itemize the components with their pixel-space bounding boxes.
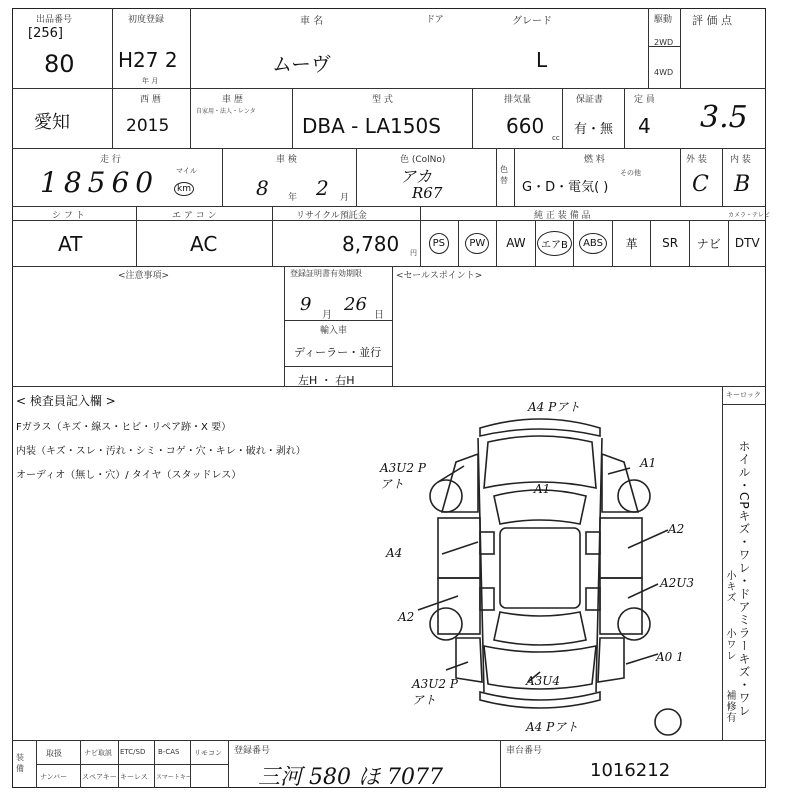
col-divider (284, 266, 285, 386)
notes-label: <注意事項> (118, 271, 170, 281)
drive-label: 駆動 (654, 15, 673, 25)
col-divider (472, 88, 473, 148)
score: 3.5 (700, 100, 748, 135)
exterior-label: 外 装 (686, 155, 707, 165)
spare-wheel (655, 709, 681, 735)
warranty-label: 保証書 (576, 95, 604, 105)
col-divider (222, 148, 223, 206)
col-divider (680, 8, 681, 88)
mileage: 18560 (40, 166, 160, 199)
grade-label: グレード (512, 16, 552, 27)
diag-rear-bottom: A4 Pアト (526, 720, 579, 734)
row-divider-6 (12, 740, 766, 741)
capacity: 4 (638, 114, 651, 138)
footer-c1a: 取扱 (46, 749, 62, 758)
diag-a2-right: A2 (668, 522, 685, 536)
equipment-item (420, 220, 459, 266)
col-divider (392, 266, 393, 386)
first-reg-value: H27 2 (118, 48, 178, 72)
equipment-label-2: AW (506, 236, 526, 250)
rear-bumper (480, 692, 600, 708)
color-code: R67 (412, 184, 443, 202)
expiry-day: 26 (344, 294, 367, 315)
capacity-label: 定 員 (634, 95, 655, 105)
fuel-other: その他 (620, 169, 641, 177)
recycle-fee: 8,780 (342, 232, 400, 256)
footer-c3b: キーレス (120, 773, 148, 781)
left-rear-door (438, 578, 480, 634)
col-divider (680, 148, 681, 206)
row-divider-1 (12, 88, 766, 89)
footer-side-label: 装備 (16, 753, 24, 773)
equipment-label-1: PW (465, 233, 489, 254)
col-divider (272, 206, 273, 266)
hood (484, 436, 596, 488)
footer-c4a: B-CAS (158, 748, 180, 756)
chassis-number: 1016212 (590, 760, 671, 781)
displacement-label: 排気量 (504, 95, 532, 105)
right-mirror (586, 532, 600, 554)
inspection-unit-y: 年 (288, 193, 298, 203)
footer-c4b: スマートキー (156, 774, 192, 781)
name-label: 車 名 (300, 16, 324, 27)
mileage-unit-km: km (174, 182, 194, 196)
lot-number: 80 (44, 50, 75, 78)
diag-a1-top: A1 (640, 456, 657, 470)
warranty: 有・無 (574, 122, 614, 137)
equipment-item (536, 220, 575, 266)
front-bumper (480, 419, 600, 436)
col-divider (500, 740, 501, 788)
annot-line (626, 654, 658, 664)
exterior: C (692, 172, 709, 197)
interior: B (734, 172, 751, 197)
col-divider (722, 148, 723, 206)
import-dealer: ディーラー・並行 (294, 346, 382, 359)
inspection-title: < 検査員記入欄 > (16, 394, 116, 408)
equipment-label-7: ナビ (696, 236, 721, 251)
car-name: ムーヴ (272, 52, 331, 76)
col-divider (356, 148, 357, 206)
col-divider (112, 8, 113, 88)
equipment-label-6: SR (662, 236, 679, 250)
interior-label: 内 装 (730, 155, 751, 165)
keyless-label: キーロック (726, 391, 761, 399)
side-small2: 小ワレ (724, 628, 735, 661)
col-divider (136, 206, 137, 266)
expiry-month: 9 (300, 294, 312, 315)
row-divider-4 (12, 266, 766, 267)
annot-line (628, 584, 658, 598)
equipment-item (613, 220, 652, 266)
model-label: 型 式 (372, 95, 393, 105)
col-divider (112, 88, 113, 148)
row-divider-2 (12, 148, 680, 149)
diag-a1-center: A1 (534, 482, 551, 496)
side-small: 小キズ (724, 570, 735, 603)
footer-c2b: スペアキー (82, 773, 117, 781)
glass-line: Fガラス（キズ・線ス・ヒビ・リペア跡・X 要） (16, 422, 232, 433)
import-label: 輸入車 (320, 326, 348, 336)
side-col-divider (722, 386, 723, 740)
equipment-list (420, 220, 766, 266)
equipment-label-0: PS (429, 233, 449, 254)
expiry-label: 登録証明書有効期限 (290, 269, 362, 278)
wheel-rear-right (618, 608, 650, 640)
side-vertical-text: ホイル・CPキズ・ワレ・ドアミラーキズ・ワレ (737, 440, 751, 718)
equipment-item (574, 220, 613, 266)
color-change-label: 色替 (500, 165, 508, 185)
aircon: AC (190, 232, 218, 256)
footer-c1b: ナンバー (40, 773, 68, 781)
lot-box: [256] (28, 26, 63, 41)
row-divider-5 (12, 386, 766, 387)
region: 愛知 (34, 112, 70, 133)
drive-2wd: 2WD (654, 38, 674, 47)
color-label: 色 (ColNo) (400, 155, 446, 165)
annot-line (628, 530, 668, 548)
equipment-item (497, 220, 536, 266)
score-bottom (680, 148, 766, 149)
col-divider (562, 88, 563, 148)
footer-c2a: ナビ取説 (84, 749, 112, 757)
color: アカ (400, 167, 432, 186)
row-divider-3 (12, 206, 766, 207)
drive-4wd: 4WD (654, 68, 674, 77)
side-repair: 補修有 (724, 690, 735, 723)
mileage-unit-mile: マイル (176, 167, 197, 175)
audio-line: オーディオ（無し・穴）/ タイヤ（スタッドレス） (16, 470, 242, 481)
diag-a0-right: A0 1 (656, 650, 684, 664)
col-divider (190, 8, 191, 88)
footer-c3a: ETC/SD (120, 748, 146, 756)
reg-number: 三河 580 ほ 7077 (258, 765, 443, 790)
shift-label: シ フ ト (52, 211, 85, 221)
first-reg-label: 初度登録 (128, 15, 165, 25)
col-divider (648, 8, 649, 88)
col-divider (496, 148, 497, 206)
equipment-label-3: エアB (537, 231, 572, 256)
recycle-unit: 円 (410, 249, 417, 257)
history-label: 車 歴 (222, 95, 243, 105)
grade: L (536, 48, 548, 72)
interior-line: 内装（キズ・スレ・汚れ・シミ・コゲ・穴・キレ・破れ・剥れ） (16, 446, 306, 457)
col-divider (292, 88, 293, 148)
right-rear-fender (598, 638, 624, 682)
steering: 左H ・ 右H (298, 374, 355, 387)
equipment-label: 純 正 装 備 品 (534, 211, 591, 221)
model: DBA - LA150S (302, 114, 441, 138)
first-reg-unit: 年 月 (142, 77, 159, 85)
aircon-label: エ ア コ ン (172, 211, 217, 221)
annot-line (446, 662, 468, 670)
col-divider (190, 88, 191, 148)
shift: AT (58, 232, 83, 256)
diag-a2-left: A2 (398, 610, 415, 624)
displacement-unit: cc (552, 134, 560, 142)
footer-mid-line (36, 764, 228, 765)
camera-label: カメラ・テレビ (728, 212, 770, 219)
equipment-label-5: 革 (625, 236, 638, 251)
expiry-unit-d: 日 (374, 310, 384, 321)
history-note: 自家用・法人・レンタ (196, 108, 256, 115)
recycle-label: リサイクル預託金 (296, 211, 367, 221)
col-divider (624, 88, 625, 148)
displacement: 660 (506, 114, 545, 138)
chassis-label: 車台番号 (506, 746, 543, 756)
inspection-label: 車 検 (276, 155, 297, 165)
sales-point-label: <セールスポイント> (396, 271, 483, 281)
year-label: 西 暦 (140, 95, 161, 105)
diag-left-top: A3U2 Pアト (380, 461, 426, 491)
inspection-year: 8 (256, 176, 269, 200)
equipment-item (651, 220, 690, 266)
col-divider (514, 148, 515, 206)
fuel-label: 燃 料 (584, 155, 605, 165)
mileage-label: 走 行 (100, 155, 121, 165)
import-divider (284, 366, 392, 367)
expiry-unit-m: 月 (322, 310, 332, 321)
inspection-month: 2 (316, 176, 329, 200)
venue-label: 出品番号 (36, 15, 73, 25)
wheel-rear-left (430, 608, 462, 640)
diag-left-bottom: A3U2 Pアト (412, 677, 458, 707)
equipment-item (459, 220, 498, 266)
year: 2015 (126, 116, 170, 136)
keyless-divider (722, 404, 766, 405)
fuel: G・D・電気( ) (522, 180, 609, 195)
diag-a4-left: A4 (386, 546, 403, 560)
right-front-door (600, 518, 642, 578)
footer-c5a: リモコン (194, 749, 222, 757)
reg-label: 登録番号 (234, 746, 271, 756)
equipment-label-8: DTV (734, 236, 760, 250)
door-label: ドア (426, 15, 444, 25)
diag-a2u3-right: A2U3 (660, 576, 695, 590)
col-divider (228, 740, 229, 788)
right-rear-door (600, 578, 642, 634)
inspection-unit-m: 月 (340, 193, 350, 203)
score-label: 評 価 点 (692, 14, 732, 27)
roof (500, 528, 580, 608)
left-mirror (480, 532, 494, 554)
diag-front-top: A4 Pアト (528, 400, 581, 414)
rear-window (494, 612, 586, 645)
annot-line (442, 542, 478, 554)
diag-a3u4: A3U4 (526, 674, 561, 688)
body-sides (478, 438, 602, 692)
equipment-item (690, 220, 729, 266)
equipment-label-4: ABS (579, 233, 607, 254)
equipment-item (729, 220, 767, 266)
